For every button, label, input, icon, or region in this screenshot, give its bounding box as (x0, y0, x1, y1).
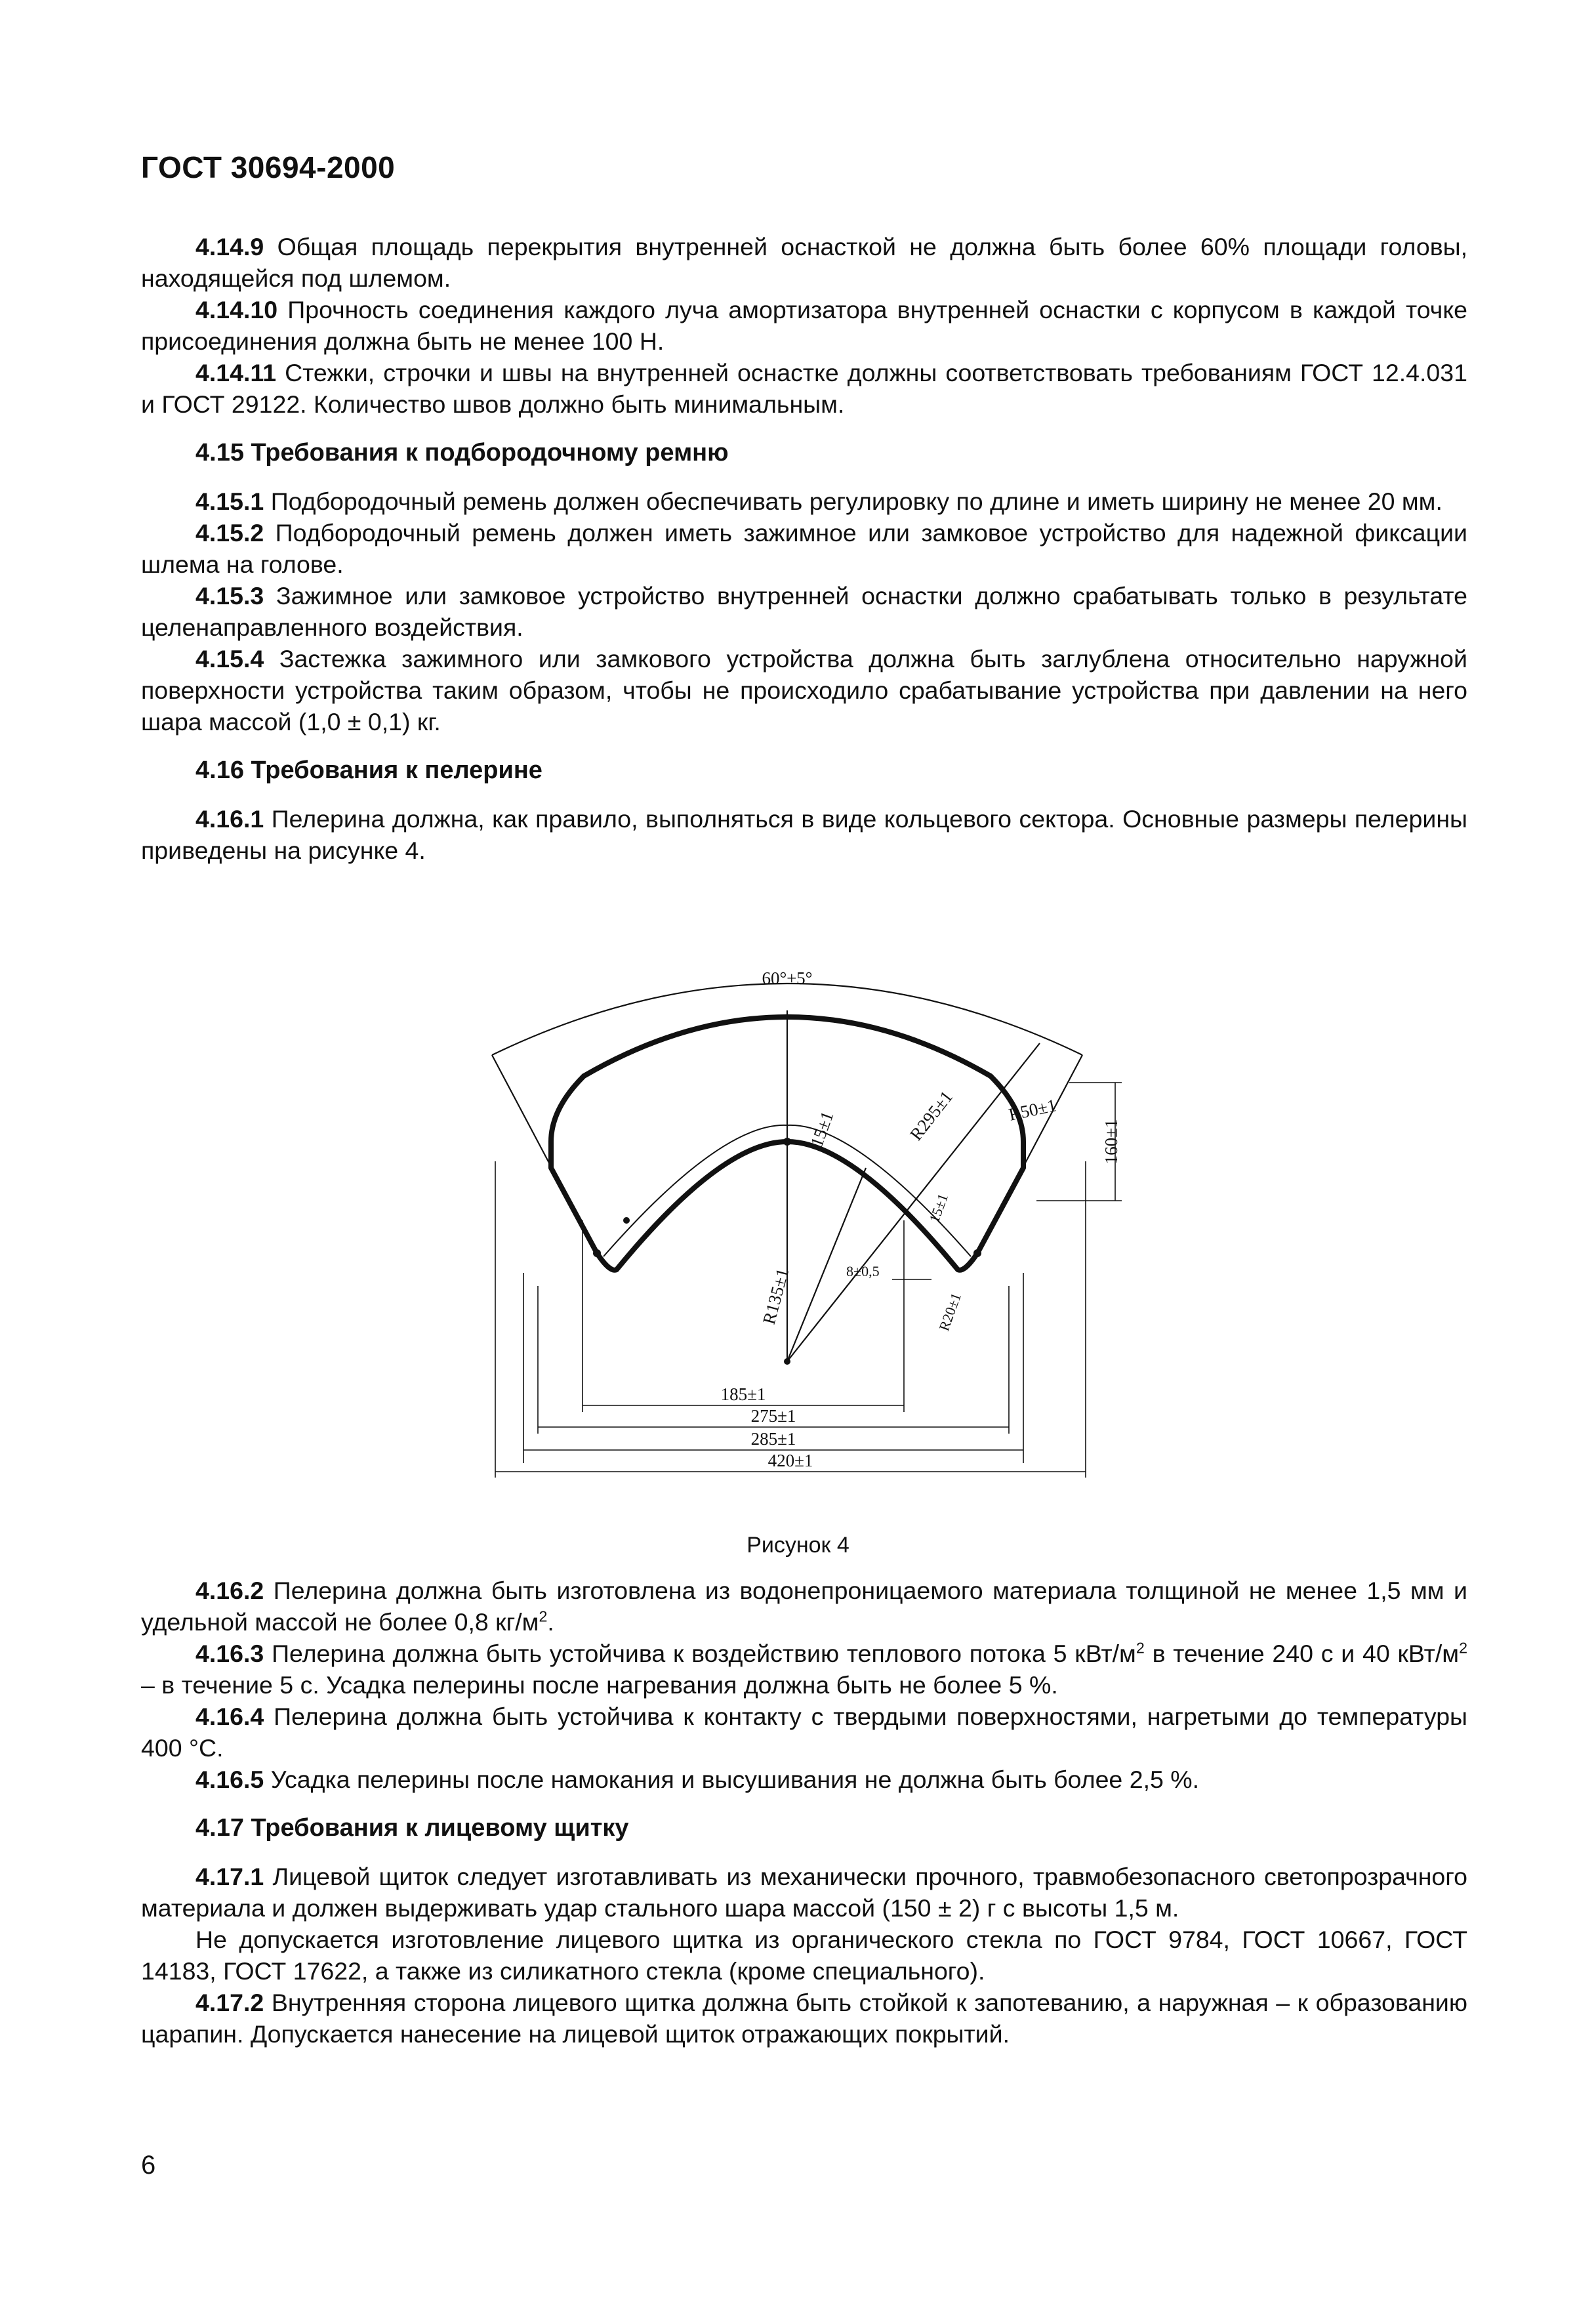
label-width-275: 275±1 (750, 1406, 796, 1426)
paragraph-number: 4.15.1 (195, 487, 264, 515)
paragraph-number: 4.16.4 (195, 1703, 264, 1730)
label-offset-a: 15±1 (806, 1108, 838, 1150)
paragraph-text: Внутренняя сторона лицевого щитка должна быть стойкой к запотеванию, а наружная – к образованию царапин. Допускается нанесение на лицевой щиток отражающих покрытий. (141, 1989, 1467, 2048)
paragraph-4-17-1-continued: Не допускается изготовление лицевого щитка из органического стекла по ГОСТ 9784, ГОСТ 10667, ГОСТ 14183, ГОСТ 17622, а также из силикатного стекла (кроме специального). (141, 1926, 1467, 1985)
paragraph-4-16-3 (141, 1638, 1467, 1701)
paragraph-number: 4.14.10 (195, 296, 278, 323)
section-heading-4-16: 4.16 Требования к пелерине (195, 757, 542, 784)
paragraph-number: 4.14.9 (195, 233, 264, 260)
superscript: 2 (539, 1607, 548, 1625)
label-height: 160±1 (1101, 1119, 1121, 1165)
paragraph-number: 4.14.11 (195, 359, 277, 386)
paragraph-text: Пелерина должна быть изготовлена из водонепроницаемого материала толщиной не менее 1,5 мм и удельной массой не более 0,8 кг/м (141, 1577, 1467, 1636)
paragraph-text: Усадка пелерины после намокания и высушивания не должна быть более 2,5 %. (270, 1766, 1200, 1793)
paragraph-4-15-4 (141, 643, 1467, 737)
label-outer-radius: R295±1 (906, 1087, 957, 1144)
paragraph-text: Прочность соединения каждого луча амортизатора внутренней оснастки с корпусом в каждой точке присоединения должна быть не менее 100 Н. (141, 296, 1468, 355)
paragraph-number: 4.16.3 (195, 1640, 264, 1667)
paragraph-text: Подбородочный ремень должен обеспечивать регулировку по длине и иметь ширину не менее 20 мм. (270, 487, 1443, 515)
paragraph-number: 4.16.2 (195, 1577, 264, 1604)
paragraph-4-14-11 (141, 357, 1467, 420)
paragraph-4-14-9 (141, 231, 1467, 294)
label-corner-radius: R50±1 (1007, 1095, 1058, 1125)
paragraph-4-17-1 (141, 1861, 1467, 1924)
superscript: 2 (1459, 1639, 1467, 1657)
document-header: ГОСТ 30694-2000 (141, 150, 396, 184)
paragraph-4-15-3 (141, 580, 1467, 643)
paragraph-text: . (547, 1608, 554, 1636)
paragraph-number: 4.16.1 (195, 805, 264, 833)
paragraph-text: Общая площадь перекрытия внутренней оснасткой не должна быть более 60% площади головы, находящейся под шлемом. (141, 233, 1467, 292)
paragraph-4-17-2 (141, 1987, 1467, 2050)
text-block-bottom (141, 1575, 1467, 2050)
paragraph-4-16-1 (141, 803, 1467, 866)
label-inner-radius: R135±1 (758, 1266, 793, 1327)
superscript: 2 (1136, 1639, 1145, 1657)
label-width-420: 420±1 (767, 1451, 813, 1470)
label-angle: 60°±5° (762, 968, 813, 988)
paragraph-text: Зажимное или замковое устройство внутренней оснастки должно срабатывать только в результате целенаправленного воздействия. (141, 582, 1467, 641)
label-gap: 8±0,5 (846, 1263, 880, 1279)
section-heading-4-17: 4.17 Требования к лицевому щитку (195, 1814, 629, 1842)
paragraph-text: Пелерина должна быть устойчива к контакту с твердыми поверхностями, нагретыми до температуры 400 °C. (141, 1703, 1467, 1762)
paragraph-number: 4.15.2 (195, 519, 264, 547)
paragraph-number: 4.17.1 (195, 1863, 264, 1890)
paragraph-text: Стежки, строчки и швы на внутренней оснастке должны соответствовать требованиям ГОСТ 12.4.031 и ГОСТ 29122. Количество швов должно быть минимальным. (141, 359, 1467, 418)
paragraph-number: 4.15.4 (195, 645, 264, 673)
paragraph-number: 4.15.3 (195, 582, 264, 610)
label-small-radius: R20±1 (935, 1291, 965, 1333)
paragraph-4-16-2 (141, 1575, 1467, 1638)
page-number: 6 (141, 2151, 156, 2180)
paragraph-text: Подбородочный ремень должен иметь зажимное или замковое устройство для надежной фиксации шлема на голове. (141, 519, 1468, 578)
text-block-top (141, 231, 1467, 866)
label-width-185: 185±1 (720, 1384, 766, 1404)
figure-caption: Рисунок 4 (747, 1533, 849, 1558)
paragraph-4-14-10 (141, 294, 1467, 357)
section-heading-4-15: 4.15 Требования к подбородочному ремню (195, 439, 729, 466)
paragraph-text: – в течение 5 с. Усадка пелерины после нагревания должна быть не более 5 %. (141, 1671, 1058, 1699)
paragraph-4-16-4 (141, 1701, 1467, 1764)
paragraph-text: Пелерина должна, как правило, выполняться в виде кольцевого сектора. Основные размеры пелерины приведены на рисунке 4. (141, 805, 1467, 864)
paragraph-text: Лицевой щиток следует изготавливать из механически прочного, травмобезопасного светопрозрачного материала и должен выдерживать удар стального шара массой (150 ± 2) г с высоты 1,5 м. (141, 1863, 1467, 1922)
paragraph-4-16-5 (141, 1764, 1467, 1795)
paragraph-4-15-2 (141, 517, 1467, 580)
label-width-285: 285±1 (750, 1429, 796, 1449)
paragraph-number: 4.16.5 (195, 1766, 264, 1793)
figure-4-cape-drawing (459, 945, 1121, 1509)
label-offset-b: 15±1 (926, 1191, 952, 1225)
extension-line (492, 1055, 551, 1167)
paragraph-text: в течение 240 с и 40 кВт/м (1144, 1640, 1460, 1667)
paragraph-4-15-1 (141, 486, 1467, 517)
paragraph-text: Застежка зажимного или замкового устройства должна быть заглублена относительно наружной поверхности устройства таким образом, чтобы не происходило срабатывание устройства при давлении на него шара массой (1,0 ± 0,1) кг. (141, 645, 1467, 736)
technical-drawing (459, 945, 1121, 1509)
paragraph-text: Пелерина должна быть устойчива к воздействию теплового потока 5 кВт/м (272, 1640, 1136, 1667)
paragraph-number: 4.17.2 (195, 1989, 264, 2016)
